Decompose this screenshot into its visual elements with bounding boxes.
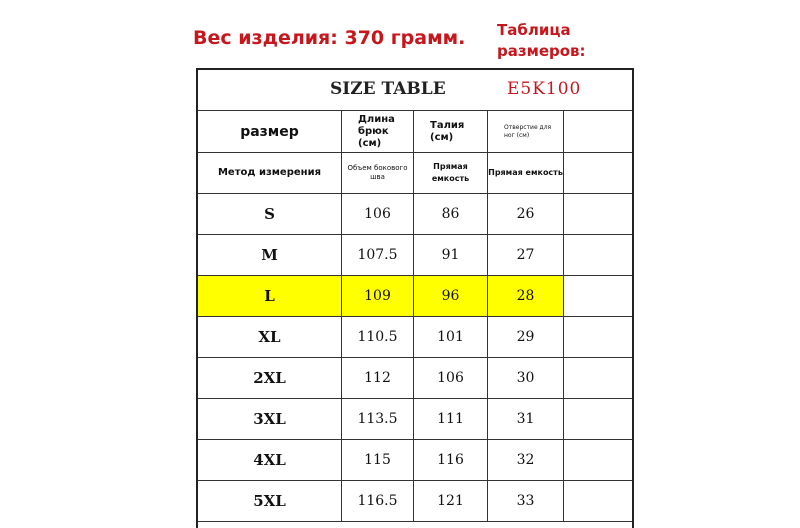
waist-cell: 101 xyxy=(414,317,488,357)
leg-opening-column-header: Отверстие для ног (см) xyxy=(488,111,564,152)
table-row xyxy=(198,358,632,399)
length-cell: 115 xyxy=(342,440,414,480)
leg-cell: 33 xyxy=(488,481,564,521)
leg-cell: 28 xyxy=(488,276,564,316)
column-header-row xyxy=(198,111,632,153)
length-cell: 112 xyxy=(342,358,414,398)
length-cell: 107.5 xyxy=(342,235,414,275)
size-cell: 2XL xyxy=(198,358,342,398)
waist-cell: 116 xyxy=(414,440,488,480)
empty-cell xyxy=(564,111,632,152)
waist-cell: 111 xyxy=(414,399,488,439)
leg-cell: 26 xyxy=(488,194,564,234)
product-code: E5K100 xyxy=(507,79,582,99)
empty-cell xyxy=(564,399,632,439)
waist-column-header: Талия (см) xyxy=(414,111,488,152)
length-cell: 116.5 xyxy=(342,481,414,521)
size-cell: M xyxy=(198,235,342,275)
size-cell: 4XL xyxy=(198,440,342,480)
empty-cell xyxy=(564,481,632,521)
table-row xyxy=(198,440,632,481)
method-label: Метод измерения xyxy=(198,153,342,193)
table-row xyxy=(198,317,632,358)
waist-cell: 86 xyxy=(414,194,488,234)
empty-cell xyxy=(564,194,632,234)
length-cell: 113.5 xyxy=(342,399,414,439)
size-column-header: размер xyxy=(198,111,342,152)
empty-cell xyxy=(564,358,632,398)
empty-cell xyxy=(564,276,632,316)
size-cell: S xyxy=(198,194,342,234)
product-weight-title: Вес изделия: 370 грамм. xyxy=(193,27,466,49)
waist-cell: 121 xyxy=(414,481,488,521)
length-method: Объем бокового шва xyxy=(342,153,414,193)
table-row xyxy=(198,399,632,440)
empty-cell xyxy=(564,440,632,480)
size-table xyxy=(196,68,634,528)
empty-cell xyxy=(564,317,632,357)
table-row xyxy=(198,481,632,522)
size-cell: L xyxy=(198,276,342,316)
table-row xyxy=(198,194,632,235)
size-table-heading: SIZE TABLE xyxy=(330,79,446,99)
size-cell: 5XL xyxy=(198,481,342,521)
length-column-header: Длина брюк (см) xyxy=(342,111,414,152)
length-cell: 109 xyxy=(342,276,414,316)
size-table-header xyxy=(198,70,632,111)
waist-cell: 96 xyxy=(414,276,488,316)
size-cell: XL xyxy=(198,317,342,357)
waist-cell: 106 xyxy=(414,358,488,398)
length-cell: 110.5 xyxy=(342,317,414,357)
table-row xyxy=(198,235,632,276)
leg-cell: 32 xyxy=(488,440,564,480)
leg-cell: 29 xyxy=(488,317,564,357)
length-cell: 106 xyxy=(342,194,414,234)
empty-cell xyxy=(564,235,632,275)
waist-method: Прямая емкость xyxy=(414,153,488,193)
waist-cell: 91 xyxy=(414,235,488,275)
table-row-highlighted xyxy=(198,276,632,317)
size-cell: 3XL xyxy=(198,399,342,439)
leg-cell: 31 xyxy=(488,399,564,439)
size-table-caption: Таблица размеров: xyxy=(497,21,586,60)
leg-cell: 27 xyxy=(488,235,564,275)
measurement-method-row xyxy=(198,153,632,194)
leg-method: Прямая емкость xyxy=(488,153,564,193)
empty-cell xyxy=(564,153,632,193)
leg-cell: 30 xyxy=(488,358,564,398)
